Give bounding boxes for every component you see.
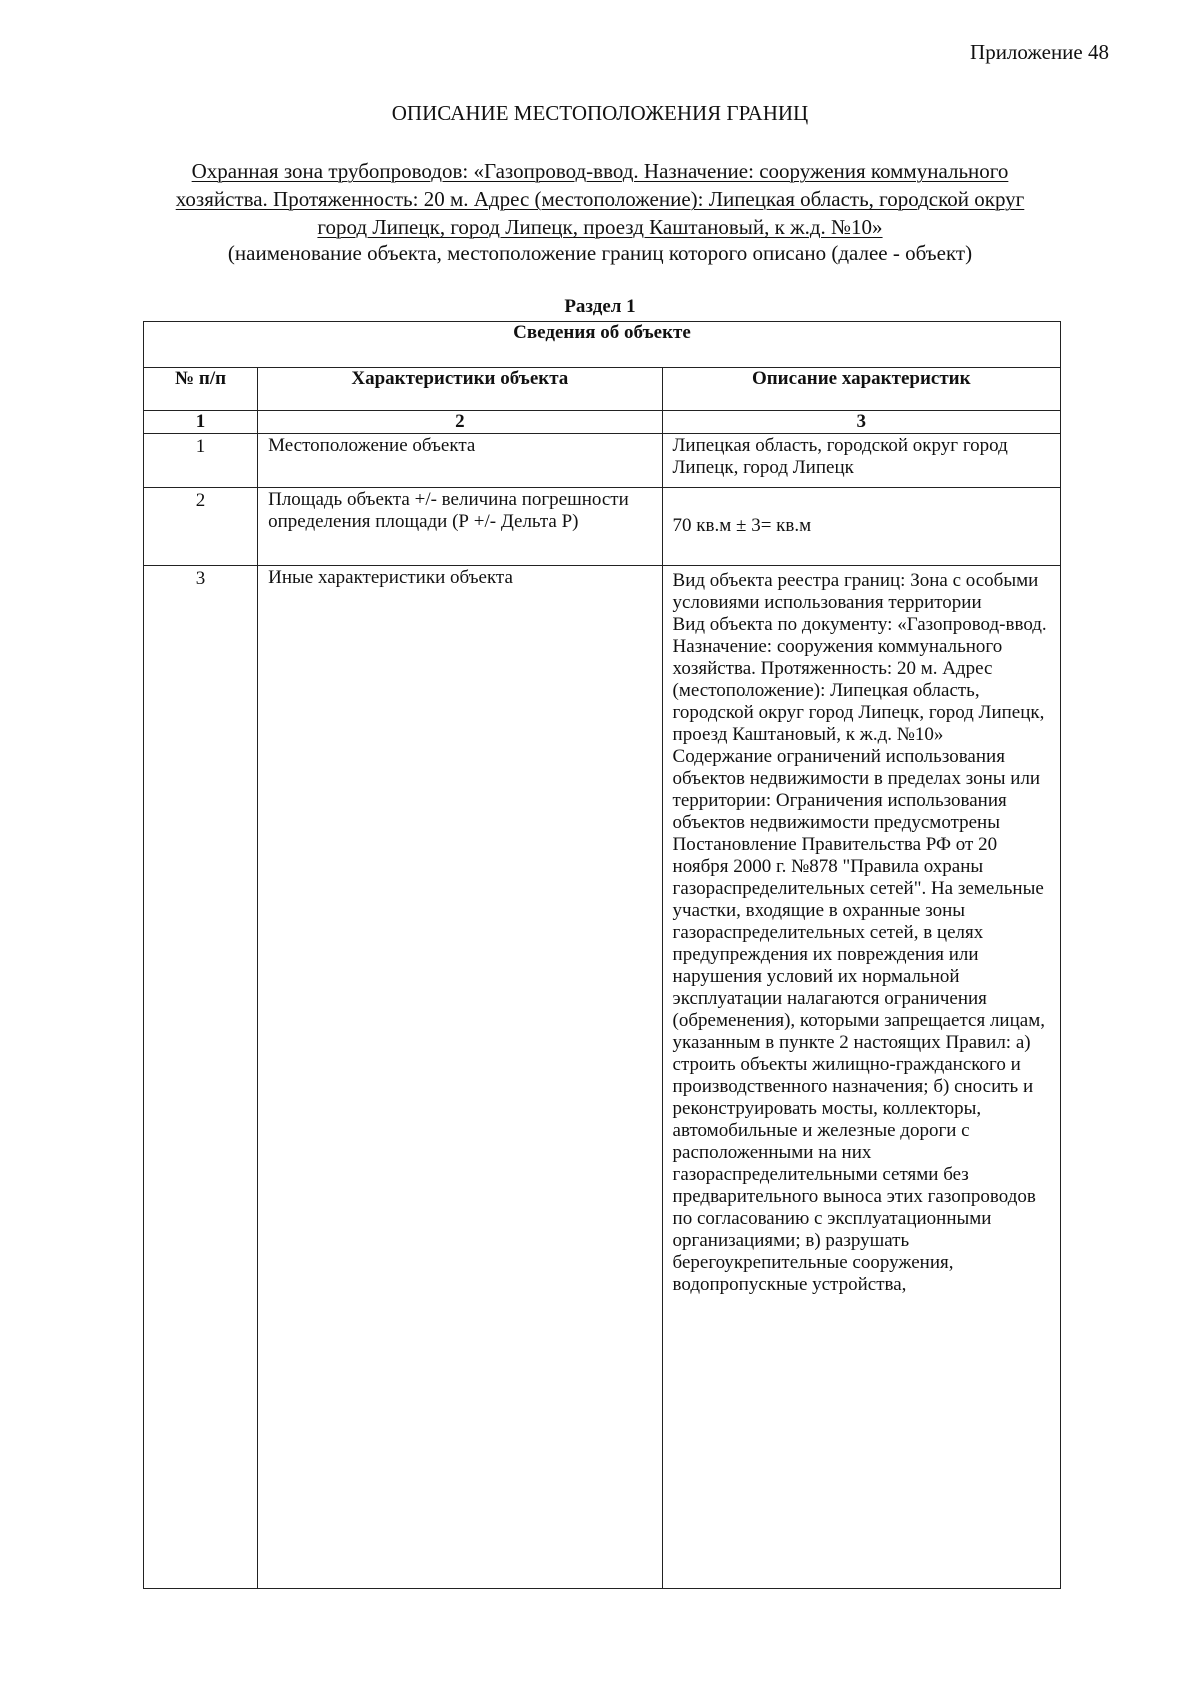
row-characteristic: Местоположение объекта (258, 434, 662, 488)
row-description: 70 кв.м ± 3= кв.м (662, 488, 1060, 566)
table-title: Сведения об объекте (144, 322, 1061, 368)
row-number: 1 (144, 434, 258, 488)
row-description: Липецкая область, городской округ город Липецк, город Липецк (662, 434, 1060, 488)
description-paragraph-registry-type: Вид объекта реестра границ: Зона с особыми условиями использования территории (672, 570, 1039, 613)
column-header-number: № п/п (144, 368, 258, 411)
table-row (144, 488, 1061, 566)
row-characteristic: Площадь объекта +/- величина погрешности определения площади (Р +/- Дельта Р) (258, 488, 662, 566)
object-name-line-1: Охранная зона трубопроводов: «Газопровод-ввод. Назначение: сооружения коммунального (191, 159, 1009, 183)
column-number-3: 3 (662, 411, 1060, 434)
table-row (144, 434, 1061, 488)
row-number: 2 (144, 488, 258, 566)
object-caption: (наименование объекта, местоположение границ которого описано (далее - объект) (227, 241, 973, 265)
description-paragraph-restrictions: Содержание ограничений использования объектов недвижимости в пределах зоны или территории: Ограничения использования объектов недвижимости предусмотрены Постановление Правительства РФ от 20 ноября 2000 г. №878 "Правила охраны газораспределительных сетей". На земельные участки, входящие в охранные зоны газораспределительных сетей, в целях предупреждения их повреждения или нарушения условий их нормальной эксплуатации налагаются ограничения (обременения), которыми запрещается лицам, указанным в пункте 2 настоящих Правил: а) строить объекты жилищно-гражданского и производственного назначения; б) сносить и реконструировать мосты, коллекторы, автомобильные и железные дороги с расположенными на них газораспределительными сетями без предварительного выноса этих газопроводов по согласованию с эксплуатационными организациями; в) разрушать берегоукрепительные сооружения, водопропускные устройства, (672, 746, 1045, 1295)
object-info-table (143, 321, 1061, 1589)
section-title: Раздел 1 (564, 296, 636, 317)
column-header-characteristic: Характеристики объекта (258, 368, 662, 411)
row-description (662, 566, 1060, 1589)
description-paragraph-document-type: Вид объекта по документу: «Газопровод-ввод. Назначение: сооружения коммунального хозяйства. Протяженность: 20 м. Адрес (местоположение): Липецкая область, городской округ город Липецк, город Липецк, проезд Каштановый, к ж.д. №10» (672, 614, 1047, 745)
appendix-label: Приложение 48 (970, 40, 1109, 64)
table-title-row (144, 322, 1061, 368)
document-title: ОПИСАНИЕ МЕСТОПОЛОЖЕНИЯ ГРАНИЦ (391, 101, 809, 125)
object-name-line-3: город Липецк, город Липецк, проезд Каштановый, к ж.д. №10» (317, 215, 883, 239)
row-characteristic: Иные характеристики объекта (258, 566, 662, 1589)
column-number-row (144, 411, 1061, 434)
table-header-row (144, 368, 1061, 411)
column-number-2: 2 (258, 411, 662, 434)
object-name-line-2: хозяйства. Протяженность: 20 м. Адрес (местоположение): Липецкая область, городской округ (175, 187, 1025, 211)
table-row (144, 566, 1061, 1589)
row-number: 3 (144, 566, 258, 1589)
column-number-1: 1 (144, 411, 258, 434)
object-name (140, 157, 1060, 241)
column-header-description: Описание характеристик (662, 368, 1060, 411)
